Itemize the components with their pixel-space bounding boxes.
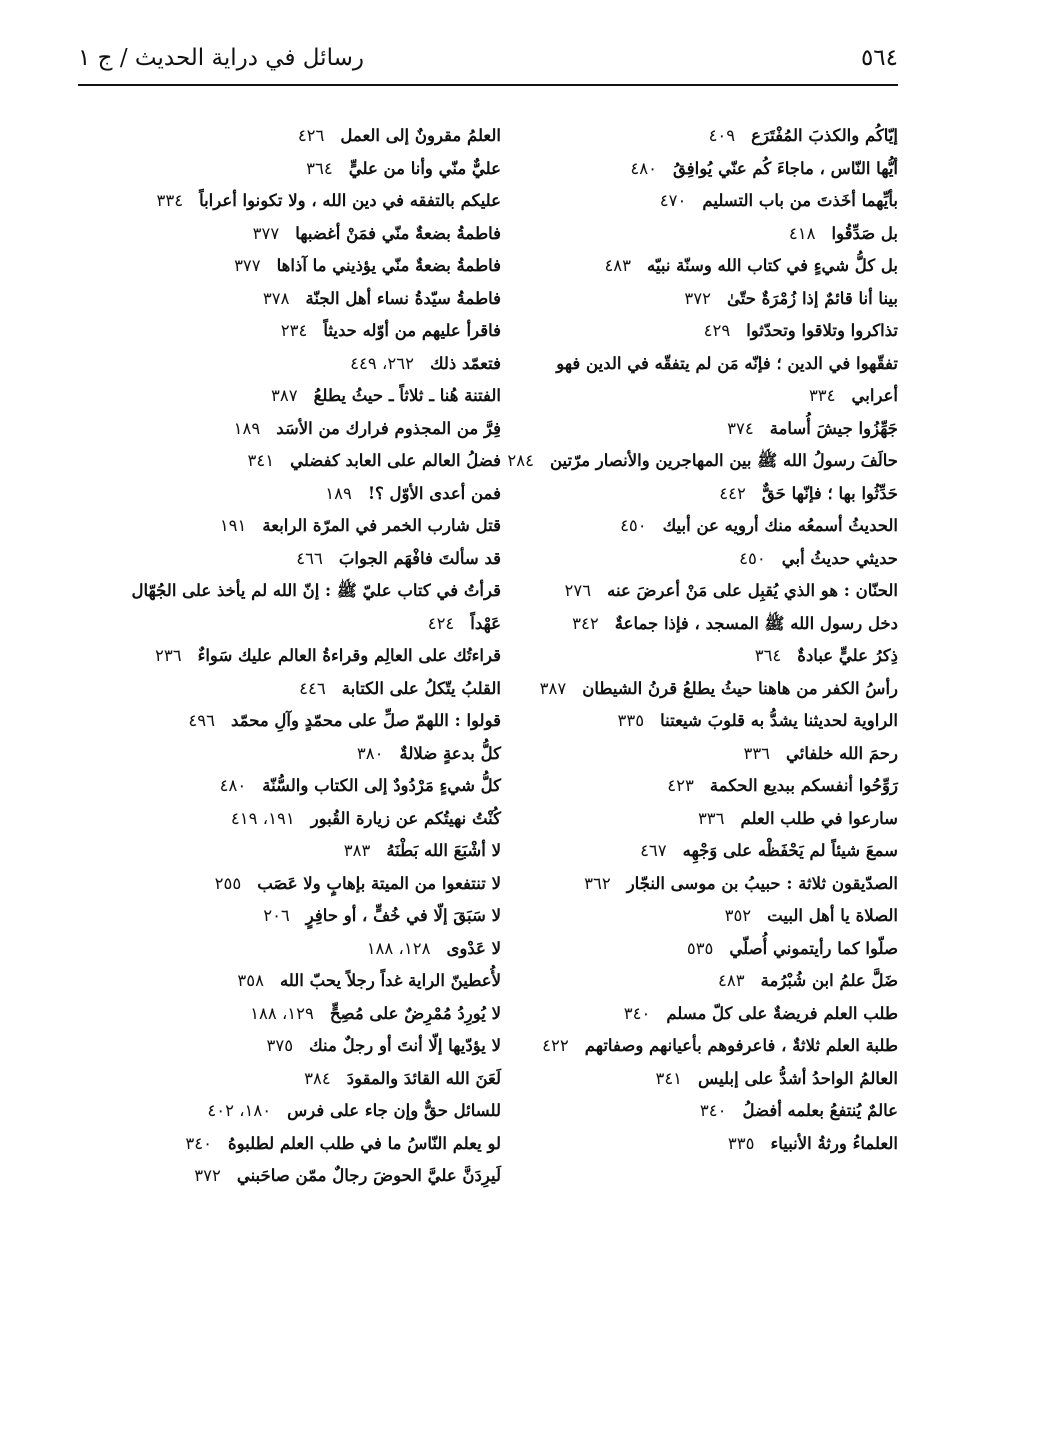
page-reference: ٣٨٧: [270, 386, 298, 405]
hadith-text: عليكم بالتفقه في دين الله ، ولا تكونوا أعراباً: [199, 191, 501, 210]
index-entry: [71, 413, 501, 446]
page-reference: ٤٢٣: [667, 776, 694, 795]
page-reference: ١٨٠، ٤٠٢: [207, 1101, 272, 1120]
index-entry: [468, 348, 898, 413]
hadith-text: قولوا : اللهمّ صلِّ على محمّدٍ وآلِ محمّد: [231, 711, 501, 730]
hadith-text: فتعمّد ذلك: [429, 353, 501, 373]
page-reference: ٢٦٢، ٤٤٩: [350, 353, 414, 373]
index-entry: [71, 868, 501, 901]
page-reference: ٣٦٤: [306, 158, 333, 178]
hadith-text: تذاكروا وتلاقوا وتحدّثوا: [746, 321, 898, 340]
hadith-text: كلُّ شيءٍ مَرْدُودٌ إلى الكتاب والسُّنّة: [262, 776, 501, 795]
index-entry: [468, 900, 898, 933]
index-column-left: [71, 120, 501, 1193]
hadith-text: للسائل حقٌّ وإن جاء على فرس: [287, 1101, 501, 1120]
page-reference: ٢٠٦: [263, 906, 290, 925]
index-entry: [468, 315, 898, 348]
index-entry: [468, 575, 898, 608]
hadith-text: لا يؤدّيها إلّا أنتَ أو رجلٌ منك: [309, 1036, 501, 1055]
index-entry: [468, 608, 898, 641]
page-reference: ٢٣٦: [155, 646, 182, 665]
index-entry: [468, 868, 898, 901]
hadith-text: عالمٌ يُنتفعُ بعلمه أفضلُ: [742, 1101, 898, 1120]
page-reference: ٤٤٦: [299, 678, 326, 698]
page-reference: ٣٤٠: [623, 1003, 651, 1023]
index-entry: [468, 1128, 898, 1161]
hadith-text: أيُّها النّاس ، ماجاءَ كُم عنّي يُوافِقُ: [673, 158, 898, 178]
hadith-text: كُنْتُ نهيتُكم عن زيارة القُبور: [310, 808, 501, 828]
hadith-text: عليٌّ منّي وأنا من عليٍّ: [348, 158, 501, 178]
page-reference: ٤٢٤: [427, 613, 455, 633]
page-reference: ٣٧٢: [684, 288, 711, 308]
hadith-text: العلمُ مقرونٌ إلى العمل: [340, 126, 501, 145]
index-entry: [71, 348, 501, 381]
index-entry: [468, 835, 898, 868]
index-entry: [468, 1095, 898, 1128]
page-reference: ٤٨٠: [219, 776, 247, 795]
page-reference: ٣٣٤: [808, 386, 836, 405]
page-reference: ٣٨٧: [539, 678, 567, 698]
hadith-text: الصلاة يا أهل البيت: [767, 906, 898, 925]
index-entry: [468, 705, 898, 738]
index-entry: [468, 120, 898, 153]
hadith-text: فاقرأ عليهم من أوّله حديثاً: [323, 321, 501, 340]
page-reference: ٣٤٢: [572, 613, 599, 633]
hadith-text: لأُعطينّ الراية غداً رجلاً يحبّ الله: [279, 971, 501, 990]
index-entry: [468, 185, 898, 218]
hadith-text: كلُّ بدعةٍ ضلالةٌ: [399, 743, 501, 763]
index-entry: [71, 1030, 501, 1063]
page-reference: ٤٨٠: [630, 158, 658, 178]
page-reference: ٣٥٢: [724, 906, 752, 925]
index-entry: [468, 283, 898, 316]
page-reference: ٤٠٩: [708, 126, 736, 145]
page-number: ٥٦٤: [860, 45, 898, 71]
index-entry: [71, 673, 501, 706]
running-title: رسائل في دراية الحديث / ج ١: [78, 45, 364, 71]
hadith-text: لَعَنَ الله القائدَ والمقودَ: [346, 1068, 501, 1088]
index-entry: [468, 543, 898, 576]
hadith-text: طلبة العلم ثلاثةٌ ، فاعرفوهم بأعيانهم وصفاتهم: [584, 1036, 898, 1055]
index-entry: [71, 120, 501, 153]
hadith-text: حديثي حديثُ أبي: [781, 548, 898, 568]
hadith-text: لا يُورِدُ مُمْرِضٌ على مُصِحٍّ: [329, 1003, 501, 1023]
page-reference: ٤٢٢: [542, 1036, 569, 1055]
index-entry: [71, 1128, 501, 1161]
hadith-text: الفتنة هُنا ـ ثلاثاً ـ حيثُ يطلعُ: [313, 386, 501, 405]
page-reference: ٤٥٠: [620, 516, 647, 535]
page-reference: ٥٣٥: [686, 938, 714, 958]
page-reference: ٤٨٣: [604, 256, 632, 275]
hadith-text: تفقّهوا في الدين ؛ فإنّه مَن لم يتفقّه في الدين فهو أعرابي: [556, 353, 898, 405]
hadith-text: بينا أنا قائمٌ إذا زُمْرَةٌ حتّىٰ: [727, 288, 898, 308]
hadith-text: بأيِّهما أخَذتَ من باب التسليم: [702, 191, 898, 210]
hadith-text: قرأتُ في كتاب عليّ ﷺ : إنّ الله لم يأخذ على الجُهّال عَهْداً: [131, 581, 501, 633]
page-reference: ٣٣٥: [727, 1133, 755, 1153]
index-entry: [468, 1030, 898, 1063]
hadith-text: قراءتُك على العالِم وقراءةُ العالم عليك سَواءٌ: [197, 646, 501, 665]
index-entry: [468, 673, 898, 706]
page-reference: ٣٣٦: [697, 808, 725, 828]
index-entry: [71, 803, 501, 836]
page-reference: ٣٤٠: [185, 1133, 212, 1153]
hadith-text: العلماءُ ورثةُ الأنبياء: [770, 1133, 898, 1153]
page-reference: ٣٣٦: [743, 743, 771, 763]
page-reference: ١٨٩: [233, 418, 261, 438]
index-entry: [71, 933, 501, 966]
index-entry: [468, 153, 898, 186]
page-reference: ٣٧٨: [262, 288, 290, 308]
hadith-text: لا عَدْوى: [446, 938, 501, 958]
index-entry: [71, 900, 501, 933]
hadith-text: حَدِّثُوا بها ؛ فإنّها حَقٌّ: [761, 483, 898, 503]
index-entry: [468, 413, 898, 446]
hadith-text: قتل شارب الخمر في المرّة الرابعة: [262, 516, 501, 535]
hadith-text: قد سألتَ فافْهَم الجوابَ: [338, 548, 501, 568]
page-reference: ٤٩٦: [188, 711, 215, 730]
page-reference: ٣٧٥: [266, 1036, 294, 1055]
hadith-text: سمعَ شيئاً لم يَحْفَظْه على وَجْهِه: [682, 841, 898, 860]
index-entry: [71, 705, 501, 738]
hadith-text: فضلُ العالم على العابد كفضلي: [290, 451, 501, 470]
index-entry: [468, 510, 898, 543]
index-entry: [71, 835, 501, 868]
page-reference: ٣٤٠: [699, 1101, 727, 1120]
hadith-text: دخل رسول الله ﷺ المسجد ، فإذا جماعةٌ: [614, 613, 898, 633]
hadith-text: رحمَ الله خلفائي: [786, 743, 898, 763]
index-entry: [71, 250, 501, 283]
page-reference: ٣٨٠: [356, 743, 384, 763]
page-reference: ٤٢٩: [703, 321, 731, 340]
hadith-text: لا سَبَقَ إلّا في خُفٍّ ، أو حافِرٍ: [305, 906, 501, 925]
page-reference: ٣٥٨: [237, 971, 264, 990]
index-entry: [71, 510, 501, 543]
hadith-text: سارعوا في طلب العلم: [740, 808, 898, 828]
hadith-text: الحنّان : هو الذي يُقبِل على مَنْ أعرضَ عنه: [607, 581, 898, 600]
index-entry: [71, 738, 501, 771]
index-entry: [71, 770, 501, 803]
page-reference: ٢٥٥: [214, 873, 242, 893]
index-entry: [71, 1160, 501, 1193]
hadith-text: رأسُ الكفر من هاهنا حيثُ يطلعُ قرنُ الشيطان: [582, 678, 898, 698]
page-reference: ٤٧٠: [659, 191, 687, 210]
hadith-text: بل صَدِّقُوا: [831, 223, 898, 243]
index-entry: [71, 1095, 501, 1128]
index-entry: [71, 380, 501, 413]
index-entry: [468, 640, 898, 673]
index-entry: [71, 1063, 501, 1096]
hadith-text: بل كلُّ شيءٍ في كتاب الله وسنّة نبيّه: [647, 256, 898, 275]
page-reference: ٣٧٢: [194, 1166, 221, 1185]
page-reference: ٣٧٧: [234, 256, 261, 275]
index-entry: [71, 283, 501, 316]
index-entry: [71, 640, 501, 673]
page-reference: ٤٦٧: [640, 841, 667, 860]
index-entry: [71, 575, 501, 640]
page-reference: ٣٣٥: [617, 711, 645, 730]
index-entry: [468, 478, 898, 511]
index-entry: [71, 445, 501, 478]
index-entry: [468, 445, 898, 478]
page-reference: ٣٨٣: [343, 841, 371, 860]
page-reference: ٣٨٤: [304, 1068, 331, 1088]
index-entry: [71, 965, 501, 998]
hadith-text: العالمُ الواحدُ أشدُّ على إبليس: [698, 1068, 898, 1088]
hadith-text: جَهِّزُوا جيشَ أُسامة: [769, 418, 898, 438]
page-reference: ٣٦٤: [754, 646, 782, 665]
hadith-text: فاطمةُ بضعةٌ منّي يؤذيني ما آذاها: [276, 256, 501, 275]
hadith-text: ضَلَّ علمُ ابن شُبْرُمة: [760, 971, 898, 990]
hadith-text: لا تنتفعوا من الميتة بإهابٍ ولا عَصَب: [257, 873, 501, 893]
page-reference: ٣٦٢: [584, 873, 611, 893]
page-reference: ٤٨٣: [718, 971, 745, 990]
page-reference: ١٨٩: [325, 483, 352, 503]
index-entry: [71, 478, 501, 511]
page-reference: ١٢٩، ١٨٨: [250, 1003, 314, 1023]
hadith-text: إيّاكُم والكذبَ المُفْتَرَع: [751, 126, 898, 145]
index-entry: [71, 998, 501, 1031]
page-header: [78, 38, 898, 78]
index-entry: [468, 250, 898, 283]
index-entry: [71, 543, 501, 576]
index-entry: [468, 933, 898, 966]
page-reference: ٣٧٧: [252, 223, 280, 243]
hadith-text: فاطمةُ بضعةٌ منّي فمَنْ أغضبها: [295, 223, 501, 243]
index-entry: [468, 738, 898, 771]
page-reference: ٢٧٦: [564, 581, 592, 600]
hadith-text: القلبُ يتّكلُ على الكتابة: [341, 678, 501, 698]
page-reference: ٤٢٦: [297, 126, 325, 145]
index-entry: [71, 218, 501, 251]
index-entry: [468, 218, 898, 251]
page-reference: ١٩١، ٤١٩: [230, 808, 295, 828]
page-reference: ٤٤٢: [719, 483, 746, 503]
index-column-right: [468, 120, 898, 1160]
hadith-text: طلب العلم فريضةٌ على كلّ مسلم: [666, 1003, 898, 1023]
hadith-text: رَوِّحُوا أنفسكم ببديع الحكمة: [709, 776, 898, 795]
index-entry: [468, 1063, 898, 1096]
hadith-text: الصدّيقون ثلاثة : حبيبُ بن موسى النجّار: [626, 873, 898, 893]
page-reference: ٣٣٤: [156, 191, 184, 210]
hadith-text: فِرَّ من المجذوم فرارك من الأسَد: [276, 418, 501, 438]
index-entry: [71, 185, 501, 218]
index-entry: [468, 998, 898, 1031]
page-reference: ١٩١: [219, 516, 247, 535]
hadith-text: لو يعلم النّاسُ ما في طلب العلم لطلبوهُ: [227, 1133, 501, 1153]
hadith-text: لَيرِدَنَّ عليَّ الحوضَ رجالٌ ممّن صاحَبني: [236, 1166, 501, 1185]
page-reference: ٢٣٤: [280, 321, 308, 340]
page-reference: ٣٧٤: [727, 418, 754, 438]
hadith-text: الراوية لحديثنا يشدُّ به قلوبَ شيعتنا: [660, 711, 898, 730]
page-reference: ٣٤١: [655, 1068, 683, 1088]
page-reference: ٤١٨: [788, 223, 816, 243]
page-reference: ٣٤١: [247, 451, 275, 470]
index-entry: [71, 153, 501, 186]
hadith-text: الحديثُ أسمعُه منك أرويه عن أبيك: [662, 516, 898, 535]
page-reference: ١٢٨، ١٨٨: [366, 938, 431, 958]
page-reference: ٤٦٦: [296, 548, 323, 568]
header-rule: [78, 84, 898, 86]
index-entry: [468, 965, 898, 998]
page-reference: ٢٨٤: [507, 451, 534, 470]
index-entry: [71, 315, 501, 348]
hadith-text: فاطمةُ سيّدةُ نساء أهل الجنّة: [305, 288, 501, 308]
page-reference: ٤٥٠: [739, 548, 766, 568]
hadith-text: صلّوا كما رأيتموني أُصلّي: [729, 938, 898, 958]
index-entry: [468, 803, 898, 836]
hadith-text: فمن أعدى الأوّل ؟!: [367, 483, 501, 503]
hadith-text: ذِكرُ عليٍّ عبادةٌ: [797, 646, 898, 665]
hadith-text: لا أشْبَعَ الله بَطْنَهُ: [386, 841, 501, 860]
index-entry: [468, 770, 898, 803]
hadith-text: حالَفَ رسولُ الله ﷺ بين المهاجرين والأنصار مرّتين: [549, 451, 898, 470]
